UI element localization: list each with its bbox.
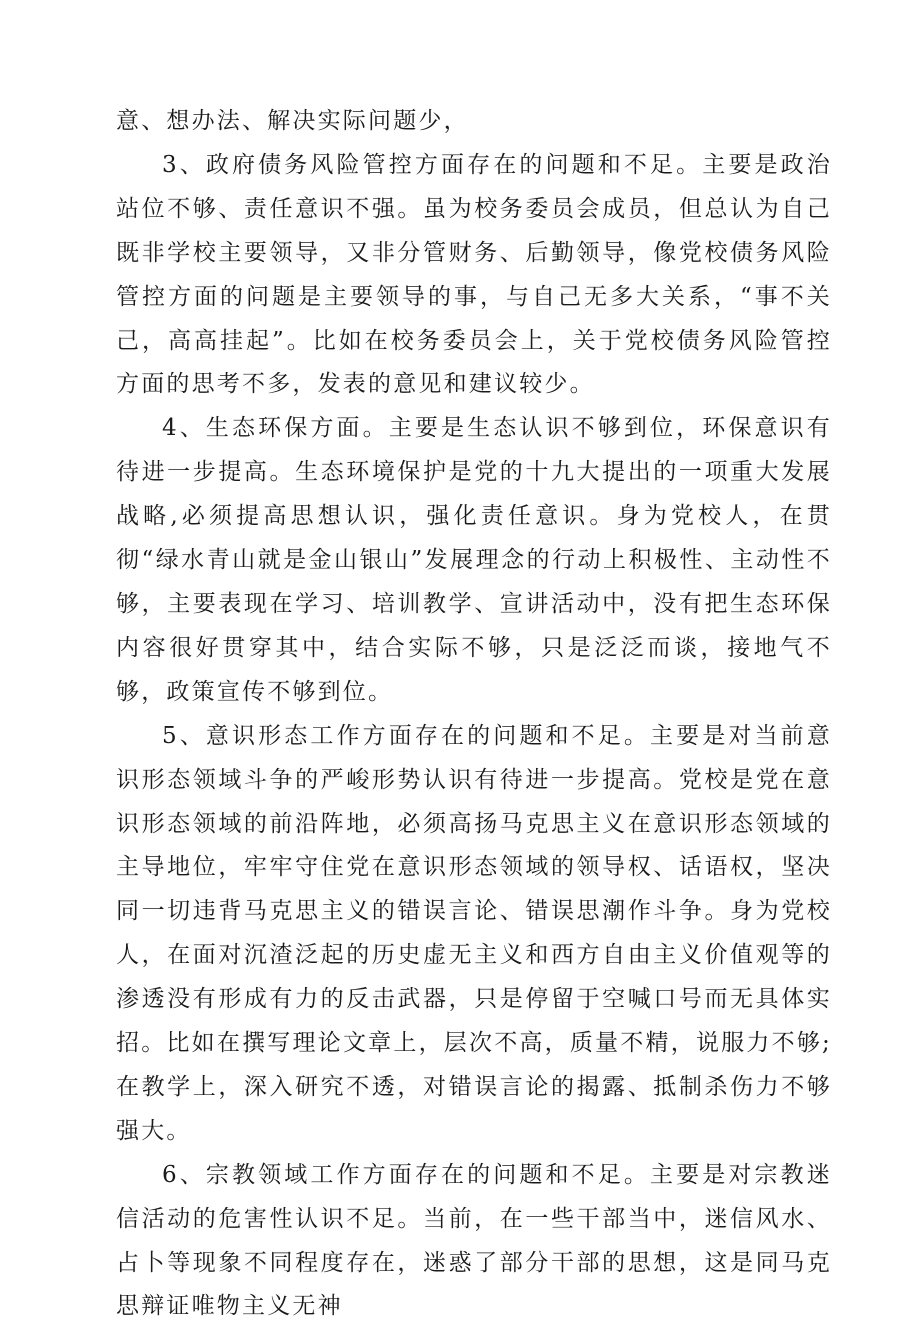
paragraph-continuation: 意、想办法、解决实际问题少， (116, 108, 469, 134)
paragraph-item-6-religion: 6、宗教领域工作方面存在的问题和不足。主要是对宗教迷信活动的危害性认识不足。当前，在一些干部当中，迷信风水、占卜等现象不同程度存在，迷惑了部分干部的思想，这是同马克思辩证唯物主义无神 (116, 1161, 832, 1320)
document-body (116, 100, 832, 1329)
paragraph-item-4-ecology: 4、生态环保方面。主要是生态认识不够到位，环保意识有待进一步提高。生态环境保护是党的十九大提出的一项重大发展战略,必须提高思想认识，强化责任意识。身为党校人，在贯彻“绿水青山就是金山银山”发展理念的行动上积极性、主动性不够，主要表现在学习、培训教学、宣讲活动中，没有把生态环保内容很好贯穿其中，结合实际不够，只是泛泛而谈，接地气不够，政策宣传不够到位。 (116, 415, 832, 705)
paragraph-item-5-ideology: 5、意识形态工作方面存在的问题和不足。主要是对当前意识形态领域斗争的严峻形势认识有待进一步提高。党校是党在意识形态领域的前沿阵地，必须高扬马克思主义在意识形态领域的主导地位，牢牢守住党在意识形态领域的领导权、话语权，坚决同一切违背马克思主义的错误言论、错误思潮作斗争。身为党校人，在面对沉渣泛起的历史虚无主义和西方自由主义价值观等的渗透没有形成有力的反击武器，只是停留于空喊口号而无具体实招。比如在撰写理论文章上，层次不高，质量不精，说服力不够;在教学上，深入研究不透，对错误言论的揭露、抵制杀伤力不够强大。 (116, 722, 832, 1144)
paragraph-item-3-debt-risk: 3、政府债务风险管控方面存在的问题和不足。主要是政治站位不够、责任意识不强。虽为校务委员会成员，但总认为自己既非学校主要领导，又非分管财务、后勤领导，像党校债务风险管控方面的问题是主要领导的事，与自己无多大关系，“事不关己，高高挂起”。比如在校务委员会上，关于党校债务风险管控方面的思考不多，发表的意见和建议较少。 (116, 151, 832, 398)
